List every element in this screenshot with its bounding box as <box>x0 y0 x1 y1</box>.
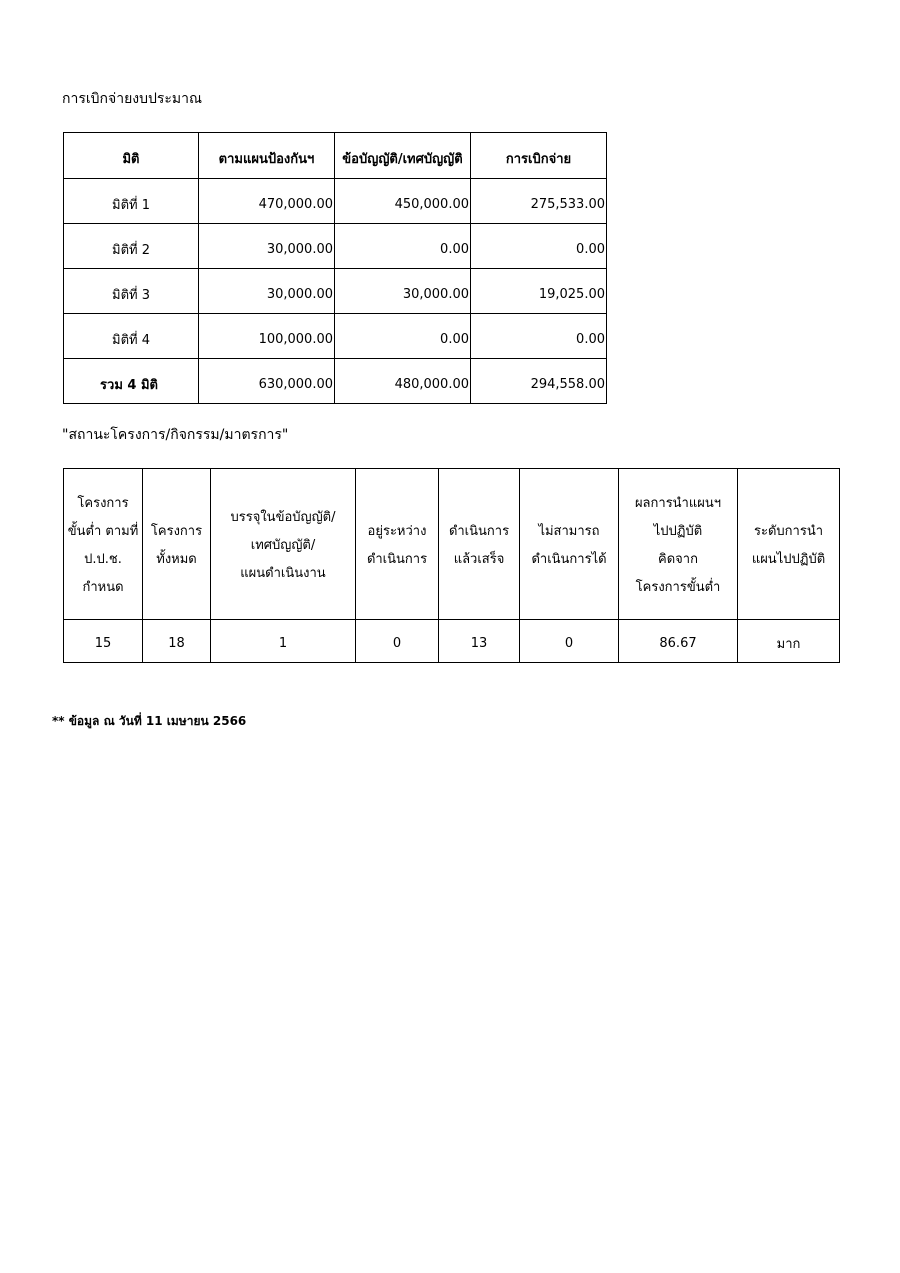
column-header: การเบิกจ่าย <box>471 133 607 179</box>
budget-section-title: การเบิกจ่ายงบประมาณ <box>62 91 202 107</box>
total-label-cell: รวม 4 มิติ <box>64 359 199 404</box>
project-status-table <box>63 468 840 663</box>
ordinance-cell: 30,000.00 <box>335 269 471 314</box>
budget-table <box>63 132 607 404</box>
table-row <box>64 620 840 663</box>
column-header-completed: ดำเนินการ แล้วเสร็จ <box>439 469 520 620</box>
table-row <box>64 314 607 359</box>
column-header: ข้อบัญญัติ/เทศบัญญัติ <box>335 133 471 179</box>
ordinance-cell: 0.00 <box>335 224 471 269</box>
in-progress-cell: 0 <box>356 620 439 663</box>
column-header-all-projects: โครงการ ทั้งหมด <box>143 469 211 620</box>
column-header-result: ผลการนำแผนฯ ไปปฏิบัติ คิดจาก โครงการขั้นต่ำ <box>619 469 738 620</box>
ordinance-cell: 450,000.00 <box>335 179 471 224</box>
ordinance-cell: 0.00 <box>335 314 471 359</box>
plan-cell: 470,000.00 <box>199 179 335 224</box>
all-projects-cell: 18 <box>143 620 211 663</box>
table-header-row <box>64 133 607 179</box>
result-cell: 86.67 <box>619 620 738 663</box>
total-disbursed-cell: 294,558.00 <box>471 359 607 404</box>
dimension-cell: มิติที่ 2 <box>64 224 199 269</box>
column-header-not-possible: ไม่สามารถ ดำเนินการได้ <box>520 469 619 620</box>
completed-cell: 13 <box>439 620 520 663</box>
plan-cell: 30,000.00 <box>199 224 335 269</box>
not-possible-cell: 0 <box>520 620 619 663</box>
column-header-in-progress: อยู่ระหว่าง ดำเนินการ <box>356 469 439 620</box>
total-plan-cell: 630,000.00 <box>199 359 335 404</box>
column-header-in-ordinance: บรรจุในข้อบัญญัติ/ เทศบัญญัติ/ แผนดำเนินงาน <box>211 469 356 620</box>
total-row <box>64 359 607 404</box>
disbursed-cell: 0.00 <box>471 314 607 359</box>
dimension-cell: มิติที่ 3 <box>64 269 199 314</box>
in-ordinance-cell: 1 <box>211 620 356 663</box>
column-header-level: ระดับการนำ แผนไปปฏิบัติ <box>738 469 840 620</box>
disbursed-cell: 0.00 <box>471 224 607 269</box>
table-row <box>64 179 607 224</box>
min-projects-cell: 15 <box>64 620 143 663</box>
level-cell: มาก <box>738 620 840 663</box>
table-row <box>64 224 607 269</box>
plan-cell: 30,000.00 <box>199 269 335 314</box>
column-header: มิติ <box>64 133 199 179</box>
disbursed-cell: 19,025.00 <box>471 269 607 314</box>
footnote: ** ข้อมูล ณ วันที่ 11 เมษายน 2566 <box>52 714 247 728</box>
table-row <box>64 269 607 314</box>
status-section-title: "สถานะโครงการ/กิจกรรม/มาตรการ" <box>62 427 289 443</box>
table-header-row <box>64 469 840 620</box>
column-header: ตามแผนป้องกันฯ <box>199 133 335 179</box>
plan-cell: 100,000.00 <box>199 314 335 359</box>
column-header-min-projects: โครงการ ขั้นต่ำ ตามที่ ป.ป.ช. กำหนด <box>64 469 143 620</box>
dimension-cell: มิติที่ 4 <box>64 314 199 359</box>
dimension-cell: มิติที่ 1 <box>64 179 199 224</box>
disbursed-cell: 275,533.00 <box>471 179 607 224</box>
total-ordinance-cell: 480,000.00 <box>335 359 471 404</box>
